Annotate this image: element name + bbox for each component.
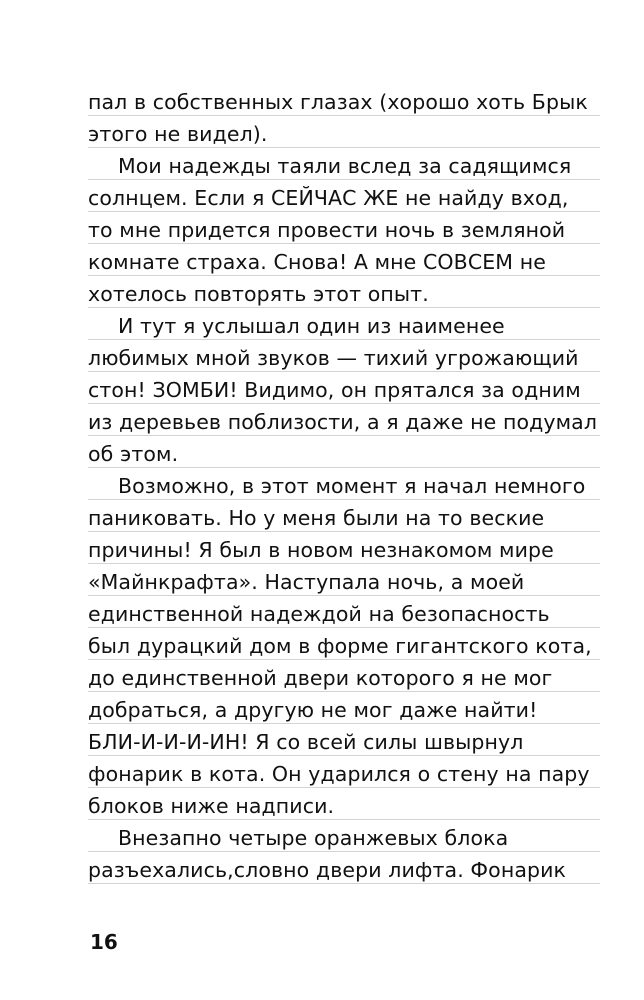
text-line: хотелось повторять этот опыт. bbox=[88, 282, 429, 306]
text-line: И тут я услышал один из наименее bbox=[118, 314, 505, 338]
text-line: блоков ниже надписи. bbox=[88, 794, 335, 818]
text-line: стон! ЗОМБИ! Видимо, он прятался за одним bbox=[88, 378, 581, 402]
text-line: солнцем. Если я СЕЙЧАС ЖЕ не найду вход, bbox=[88, 186, 569, 210]
text-line: любимых мной звуков — тихий угрожающий bbox=[88, 346, 579, 370]
text-line: пал в собственных глазах (хорошо хоть Брык bbox=[88, 90, 588, 114]
text-line: единственной надеждой на безопасность bbox=[88, 602, 550, 626]
text-line: то мне придется провести ночь в земляной bbox=[88, 218, 566, 242]
text-line: фонарик в кота. Он ударился о стену на пару bbox=[88, 762, 590, 786]
text-line: Мои надежды таяли вслед за садящимся bbox=[118, 154, 572, 178]
text-line: из деревьев поблизости, а я даже не подумал bbox=[88, 410, 598, 434]
text-line: об этом. bbox=[88, 442, 179, 466]
page-number: 16 bbox=[90, 930, 118, 954]
text-line: добраться, а другую не мог даже найти! bbox=[88, 698, 538, 722]
text-line: «Майнкрафта». Наступала ночь, а моей bbox=[88, 570, 525, 594]
text-line: паниковать. Но у меня были на то веские bbox=[88, 506, 545, 530]
text-line: Возможно, в этот момент я начал немного bbox=[118, 474, 586, 498]
text-line: Внезапно четыре оранжевых блока bbox=[118, 826, 509, 850]
text-line: разъехались,словно двери лифта. Фонарик bbox=[88, 858, 567, 882]
text-line: до единственной двери которого я не мог bbox=[88, 666, 553, 690]
text-line: комнате страха. Снова! А мне СОВСЕМ не bbox=[88, 250, 546, 274]
text-line: этого не видел). bbox=[88, 122, 268, 146]
text-line: БЛИ-И-И-И-ИН! Я со всей силы швырнул bbox=[88, 730, 524, 754]
text-line: причины! Я был в новом незнакомом мире bbox=[88, 538, 554, 562]
text-line: был дурацкий дом в форме гигантского кота, bbox=[88, 634, 592, 658]
